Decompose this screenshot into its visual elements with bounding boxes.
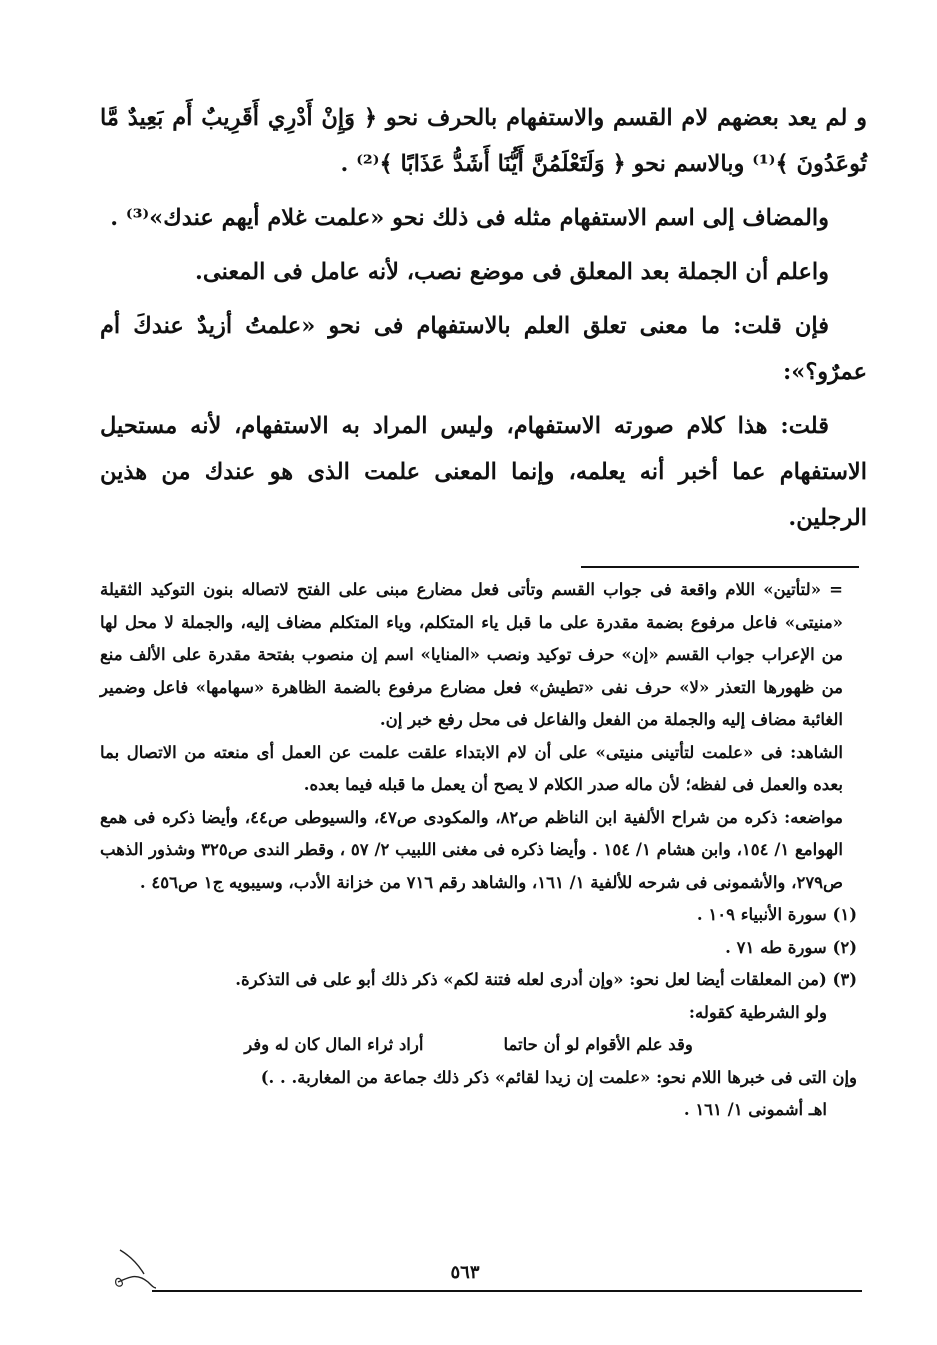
verse-first-hemistich: وقد علم الأقوام لو أن حاتما (503, 1035, 693, 1054)
paragraph-4: فإن قلت: ما معنى تعلق العلم بالاستفهام فى نحو «علمتُ أزيدٌ عندكَ أم عمرٌو؟»: (100, 313, 867, 385)
footnote-3-source: اهـ أشمونى ١/ ١٦١ . (683, 1100, 827, 1119)
footnote-shahid: الشاهد: فى «علمت لتأتينى منيتى» على أن لام الابتداء علقت علمت عن العمل أى منعته من الاتصال بما بعده والعمل فى لفظه؛ لأن ماله صدر الكلام لا يصح أن يعمل ما قبله فيما بعده. (100, 742, 843, 794)
footnote-3-inna: وإن التى فى خبرها اللام نحو: «علمت إن زيدا لقائم» ذكر ذلك جماعة من المغاربة. . .) (260, 1067, 857, 1087)
verse-second-hemistich: أراد ثراء المال كان له وفر (244, 1035, 424, 1054)
paragraph-2: والمضاف إلى اسم الاستفهام مثله فى ذلك نحو «علمت غلام أيهم عندك»⁽³⁾ . (110, 205, 829, 231)
paragraph-5: قلت: هذا كلام صورته الاستفهام، وليس المراد به الاستفهام، لأنه مستحيل الاستفهام عما أخبر أنه يعلمه، وإنما المعنى علمت الذى هو عندك من هذين الرجلين. (100, 413, 867, 531)
poetry-verse (100, 1029, 857, 1062)
footnote-3: (٣) (من المعلقات أيضا لعل نحو: «وإن أدرى لعله فتنة لكم» ذكر ذلك أبو على فى التذكرة. (235, 970, 857, 989)
page-number: ٥٦٣ (450, 1262, 480, 1283)
paragraph-3: واعلم أن الجملة بعد المعلق فى موضع نصب، لأنه عامل فى المعنى. (195, 259, 829, 285)
bottom-rule (152, 1290, 862, 1292)
footnote-2: (٢) سورة طه ٧١ . (725, 937, 857, 957)
main-text (100, 95, 867, 549)
footnote-3-conditional: ولو الشرطية كقوله: (688, 1002, 827, 1022)
footnote-mawadi: مواضعه: ذكره من شراح الألفية ابن الناظم ص٨٢، والمكودى ص٤٧، والسيوطى ص٤٤، وأيضا ذكره فى همع الهوامع ١/ ١٥٤، وابن هشام ١/ ١٥٤ . وأيضا ذكره فى مغنى اللبيب ٢/ ٥٧ ، وقطر الندى ص٣٢٥ وشذور الذهب ص٢٧٩، والأشمونى فى شرحه للألفية ١/ ١٦١، والشاهد رقم ٧١٦ من خزانة الأدب، وسيبويه ج١ ص٤٥٦ . (100, 807, 843, 892)
footnote-separator (581, 566, 859, 568)
scribble-mark-icon (110, 1242, 160, 1292)
footnotes (100, 574, 857, 1127)
paragraph-1: و لم يعد بعضهم لام القسم والاستفهام بالحرف نحو ﴿ وَإِنْ أَدْرِي أَقَرِيبٌ أَم بَعِيدٌ مَّا تُوعَدُونَ ﴾⁽¹⁾ وبالاسم نحو ﴿ وَلَتَعْلَمُنَّ أَيُّنَا أَشَدُّ عَذَابًا ﴾⁽²⁾ . (100, 105, 867, 177)
footnote-1: (١) سورة الأنبياء ١٠٩ . (696, 905, 857, 924)
footnote-continuation: = «لتأتين» اللام واقعة فى جواب القسم وتأتى فعل مضارع مبنى على الفتح لاتصاله بنون التوكيد الثقيلة «منيتى» فاعل مرفوع بضمة مقدرة على ما قبل ياء المتكلم، وياء المتكلم مضاف إليه، والجملة لا محل لها من الإعراب جواب القسم «إن» حرف توكيد ونصب «المنايا» اسم إن منصوب بفتحة مقدرة على الألف منع من ظهورها التعذر «لا» حرف نفى «تطيش» فعل مضارع مرفوع بالضمة الظاهرة «سهامها» فاعل وضمير الغائبة مضاف إليه والجملة من الفعل والفاعل فى محل رفع خبر إن. (100, 580, 843, 729)
